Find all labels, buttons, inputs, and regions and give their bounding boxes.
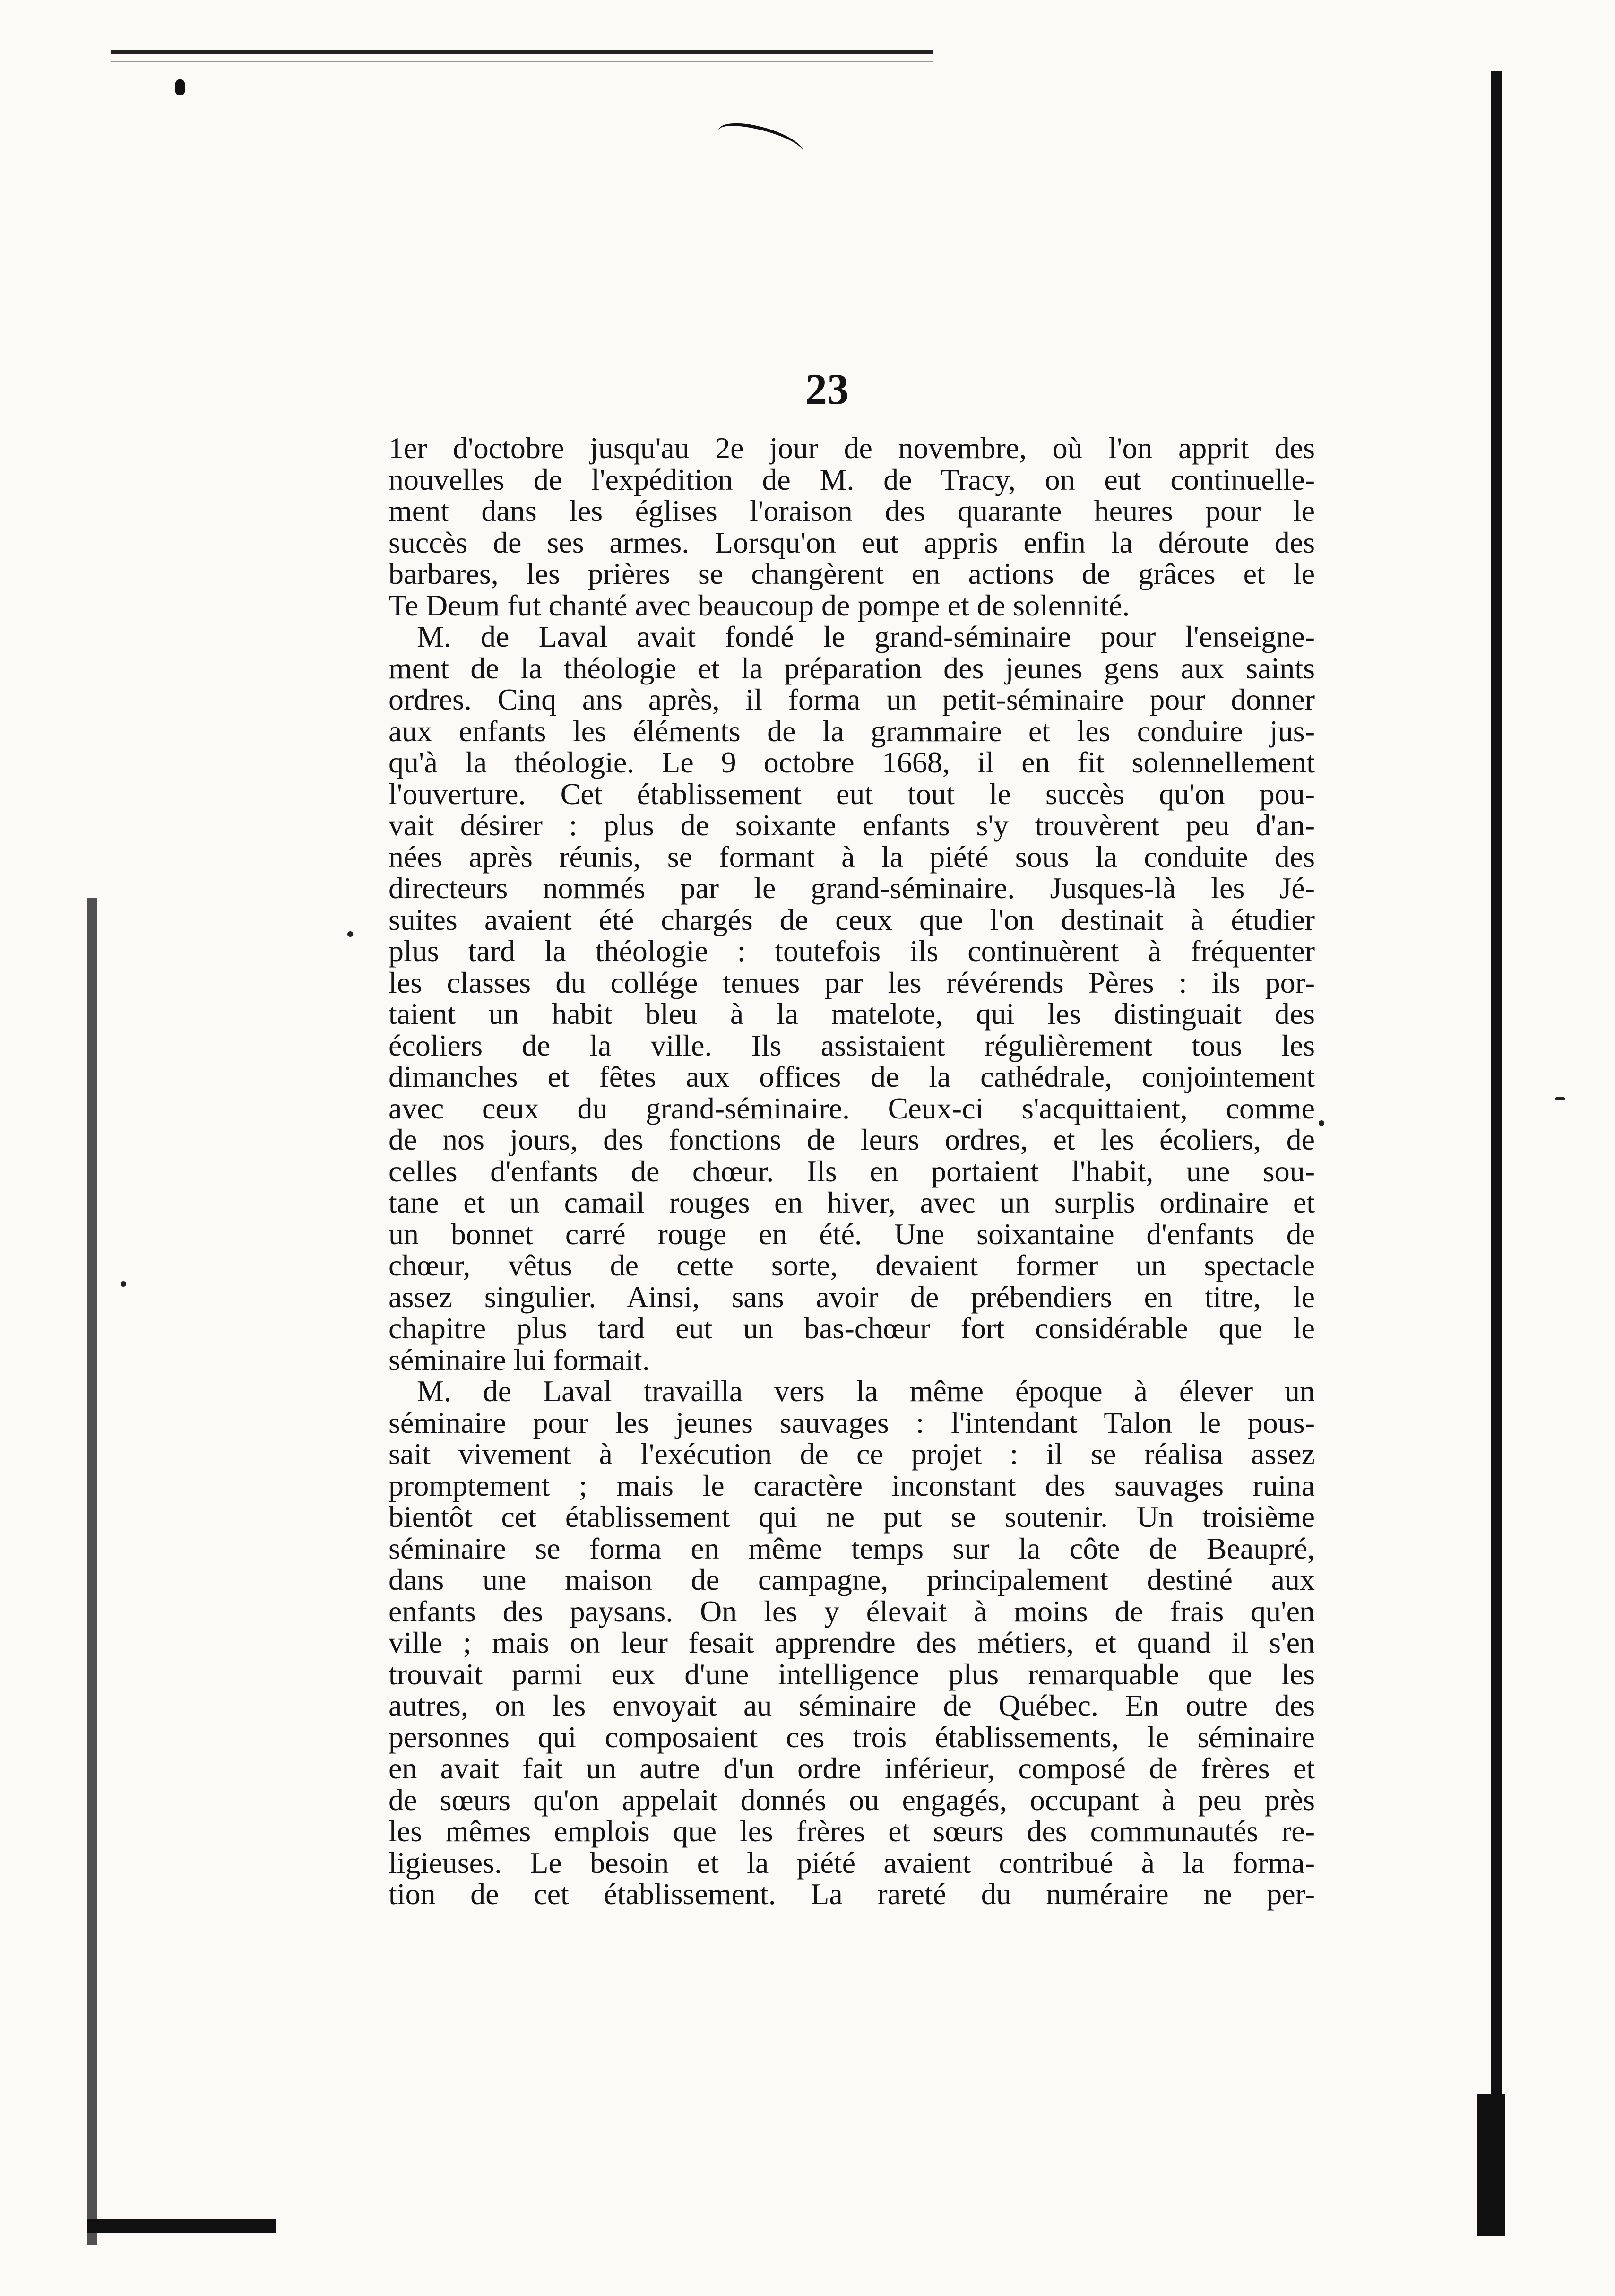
- text-line: écoliers de la ville. Ils assistaient régulièrement tous les: [389, 1028, 1315, 1062]
- text-line: promptement ; mais le caractère inconstant des sauvages ruina: [389, 1468, 1315, 1502]
- speck: [1319, 1120, 1324, 1126]
- text-line: M. de Laval travailla vers la même époque à élever un: [417, 1374, 1315, 1408]
- text-line: 1er d'octobre jusqu'au 2e jour de novembre, où l'on apprit des: [389, 431, 1315, 465]
- text-line: M. de Laval avait fondé le grand-séminaire pour l'enseigne-: [417, 620, 1315, 653]
- left-margin-bar: [87, 898, 97, 2245]
- body-text: [389, 433, 1315, 1910]
- right-margin-bar: [1491, 71, 1502, 2236]
- text-line: directeurs nommés par le grand-séminaire. Jusques-là les Jé-: [389, 871, 1315, 905]
- ink-mark: [175, 79, 185, 95]
- text-line: bientôt cet établissement qui ne put se soutenir. Un troisième: [389, 1500, 1315, 1534]
- text-line: tion de cet établissement. La rareté du numéraire ne per-: [389, 1877, 1315, 1911]
- top-rule-thin: [111, 61, 933, 62]
- text-line: dimanches et fêtes aux offices de la cathédrale, conjointement: [389, 1060, 1315, 1093]
- text-line: ligieuses. Le besoin et la piété avaient contribué à la forma-: [389, 1845, 1315, 1880]
- right-margin-bar-foot: [1477, 2094, 1505, 2236]
- text-line: avec ceux du grand-séminaire. Ceux-ci s'acquittaient, comme: [389, 1091, 1315, 1125]
- text-line: taient un habit bleu à la matelote, qui les distinguait des: [389, 997, 1315, 1031]
- text-line: les mêmes emplois que les frères et sœurs des communautés re-: [389, 1814, 1315, 1848]
- page-number: 23: [805, 365, 849, 413]
- text-line: qu'à la théologie. Le 9 octobre 1668, il en fit solennellement: [389, 745, 1315, 779]
- text-line: séminaire se forma en même temps sur la côte de Beaupré,: [389, 1531, 1315, 1565]
- text-line: ville ; mais on leur fesait apprendre des métiers, et quand il s'en: [389, 1626, 1315, 1659]
- text-line: succès de ses armes. Lorsqu'on eut appris enfin la déroute des: [389, 525, 1315, 559]
- text-line: dans une maison de campagne, principalement destiné aux: [389, 1563, 1315, 1596]
- text-line: les classes du collége tenues par les révérends Pères : ils por-: [389, 965, 1315, 999]
- text-line: plus tard la théologie : toutefois ils continuèrent à fréquenter: [389, 934, 1315, 968]
- text-line: séminaire lui formait.: [389, 1343, 650, 1377]
- text-line: chapitre plus tard eut un bas-chœur fort considérable que le: [389, 1311, 1315, 1345]
- text-line: un bonnet carré rouge en été. Une soixantaine d'enfants de: [389, 1217, 1315, 1251]
- text-line: ment de la théologie et la préparation des jeunes gens aux saints: [389, 651, 1315, 685]
- text-line: ordres. Cinq ans après, il forma un petit-séminaire pour donner: [389, 683, 1315, 716]
- speck: [1555, 1097, 1565, 1100]
- text-line: Te Deum fut chanté avec beaucoup de pompe et de solennité.: [389, 588, 1130, 622]
- text-line: suites avaient été chargés de ceux que l'on destinait à étudier: [389, 902, 1315, 936]
- text-line: celles d'enfants de chœur. Ils en portaient l'habit, une sou-: [389, 1154, 1315, 1188]
- text-line: assez singulier. Ainsi, sans avoir de prébendiers en titre, le: [389, 1280, 1315, 1314]
- text-line: tane et un camail rouges en hiver, avec un surplis ordinaire et: [389, 1186, 1315, 1219]
- text-line: enfants des paysans. On les y élevait à moins de frais qu'en: [389, 1594, 1315, 1628]
- text-line: nouvelles de l'expédition de M. de Tracy, on eut continuelle-: [389, 462, 1315, 496]
- speck: [347, 931, 353, 937]
- top-rule: [111, 50, 933, 54]
- text-line: séminaire pour les jeunes sauvages : l'intendant Talon le pous-: [389, 1405, 1315, 1439]
- text-line: de sœurs qu'on appelait donnés ou engagés, occupant à peu près: [389, 1783, 1315, 1817]
- text-line: autres, on les envoyait au séminaire de Québec. En outre des: [389, 1689, 1315, 1722]
- text-line: trouvait parmi eux d'une intelligence plus remarquable que les: [389, 1657, 1315, 1691]
- bottom-left-bar: [87, 2219, 276, 2233]
- text-line: l'ouverture. Cet établissement eut tout le succès qu'on pou-: [389, 777, 1315, 811]
- text-line: ment dans les églises l'oraison des quarante heures pour le: [389, 494, 1315, 528]
- speck: [121, 1281, 126, 1287]
- text-line: barbares, les prières se changèrent en actions de grâces et le: [389, 557, 1315, 590]
- text-line: aux enfants les éléments de la grammaire et les conduire jus-: [389, 714, 1315, 748]
- text-line: vait désirer : plus de soixante enfants s'y trouvèrent peu d'an-: [389, 808, 1315, 842]
- text-line: en avait fait un autre d'un ordre inférieur, composé de frères et: [389, 1751, 1315, 1785]
- text-line: personnes qui composaient ces trois établissements, le séminaire: [389, 1720, 1315, 1754]
- text-line: de nos jours, des fonctions de leurs ordres, et les écoliers, de: [389, 1123, 1315, 1156]
- ink-stroke: [718, 116, 803, 167]
- text-line: nées après réunis, se formant à la piété sous la conduite des: [389, 840, 1315, 874]
- text-line: chœur, vêtus de cette sorte, devaient former un spectacle: [389, 1248, 1315, 1282]
- text-line: sait vivement à l'exécution de ce projet : il se réalisa assez: [389, 1437, 1315, 1471]
